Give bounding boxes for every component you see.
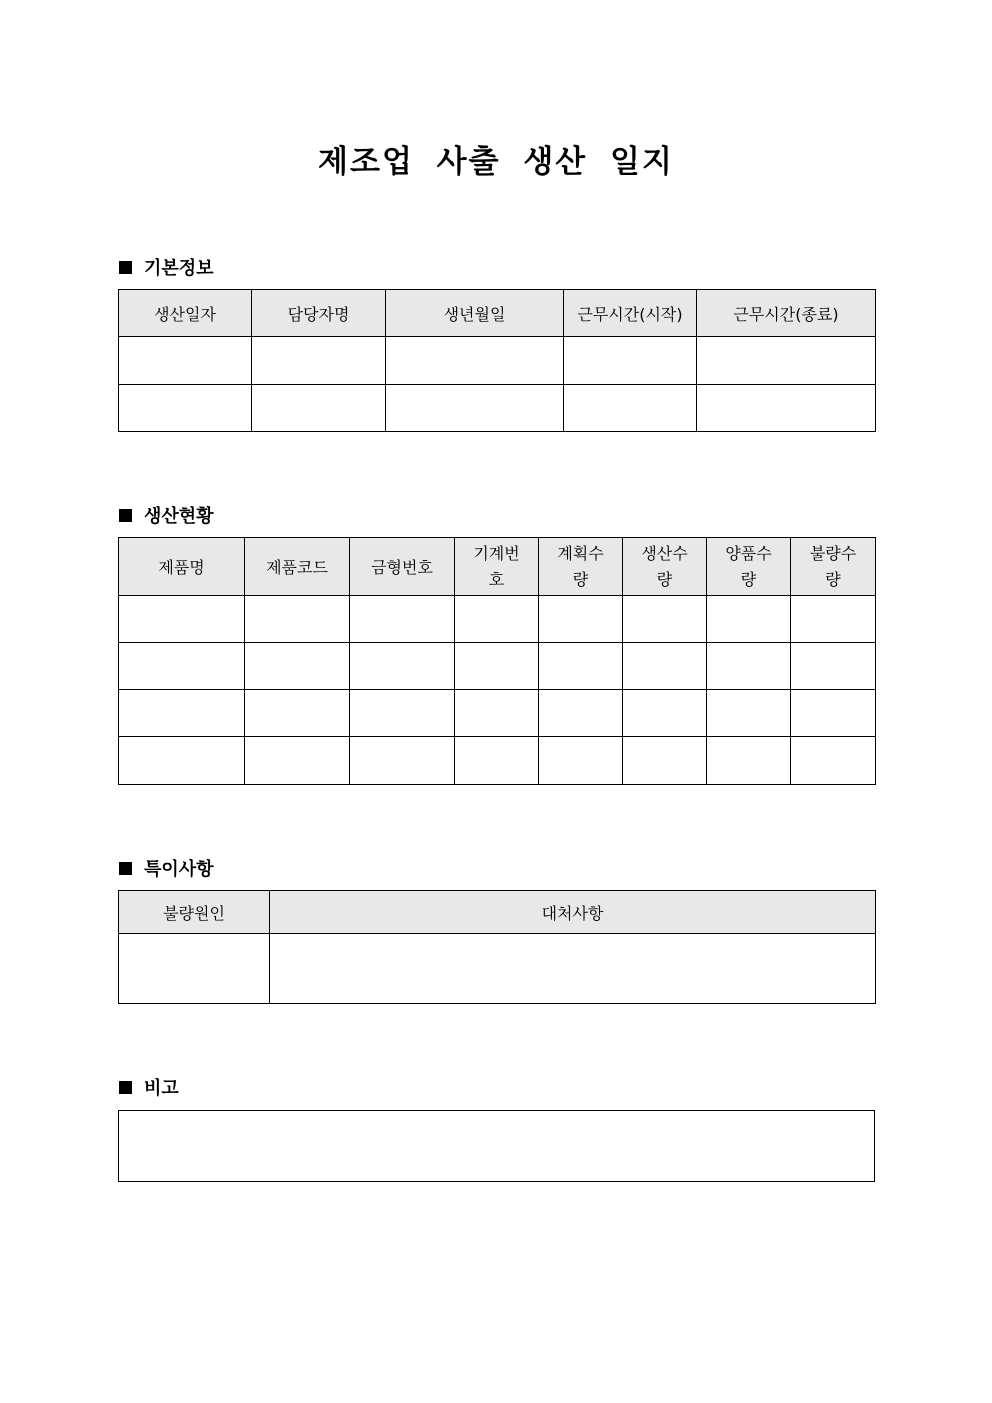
- square-bullet-icon: [119, 261, 132, 274]
- remarks-heading-label: 비고: [144, 1078, 179, 1099]
- table-cell[interactable]: [119, 337, 252, 385]
- table-cell[interactable]: [252, 337, 386, 385]
- special-table: [118, 890, 876, 1004]
- column-header: 근무시간(종료): [697, 290, 876, 337]
- basic-info-heading: [119, 254, 214, 280]
- table-cell[interactable]: [386, 337, 564, 385]
- column-header: 양품수량: [707, 538, 791, 596]
- column-header: 생산일자: [119, 290, 252, 337]
- table-row: [119, 737, 876, 785]
- table-row: [119, 337, 876, 385]
- table-cell[interactable]: [697, 337, 876, 385]
- table-cell[interactable]: [707, 690, 791, 737]
- column-header: 불량수량: [791, 538, 876, 596]
- table-cell[interactable]: [564, 385, 697, 432]
- table-cell[interactable]: [539, 596, 623, 643]
- table-cell[interactable]: [455, 690, 539, 737]
- table-cell[interactable]: [623, 643, 707, 690]
- table-cell[interactable]: [707, 596, 791, 643]
- table-cell[interactable]: [623, 690, 707, 737]
- table-cell[interactable]: [245, 643, 350, 690]
- remarks-heading: [119, 1074, 179, 1100]
- table-cell[interactable]: [386, 385, 564, 432]
- column-header: 제품명: [119, 538, 245, 596]
- table-cell[interactable]: [119, 643, 245, 690]
- table-row: [119, 596, 876, 643]
- column-header: 금형번호: [350, 538, 455, 596]
- table-cell[interactable]: [252, 385, 386, 432]
- column-header: 생년월일: [386, 290, 564, 337]
- table-cell[interactable]: [455, 737, 539, 785]
- column-header: 기계번호: [455, 538, 539, 596]
- table-row: [119, 690, 876, 737]
- table-cell[interactable]: [350, 690, 455, 737]
- table-cell[interactable]: [539, 737, 623, 785]
- column-header: 불량원인: [119, 891, 270, 934]
- table-cell[interactable]: [623, 737, 707, 785]
- table-cell[interactable]: [623, 596, 707, 643]
- table-cell[interactable]: [119, 934, 270, 1004]
- table-header-row: [119, 290, 876, 337]
- column-header: 근무시간(시작): [564, 290, 697, 337]
- square-bullet-icon: [119, 509, 132, 522]
- production-heading-label: 생산현황: [144, 506, 214, 527]
- table-cell[interactable]: [270, 934, 876, 1004]
- table-cell[interactable]: [455, 643, 539, 690]
- square-bullet-icon: [119, 862, 132, 875]
- production-table: [118, 537, 876, 785]
- table-cell[interactable]: [245, 737, 350, 785]
- column-header: 대처사항: [270, 891, 876, 934]
- table-cell[interactable]: [697, 385, 876, 432]
- table-cell[interactable]: [119, 385, 252, 432]
- table-cell[interactable]: [791, 737, 876, 785]
- table-row: [119, 643, 876, 690]
- table-row: [119, 385, 876, 432]
- table-cell[interactable]: [707, 643, 791, 690]
- table-row: [119, 934, 876, 1004]
- column-header: 생산수량: [623, 538, 707, 596]
- table-cell[interactable]: [791, 690, 876, 737]
- table-cell[interactable]: [791, 643, 876, 690]
- table-cell[interactable]: [119, 737, 245, 785]
- remarks-box[interactable]: [118, 1110, 875, 1182]
- table-cell[interactable]: [119, 596, 245, 643]
- table-cell[interactable]: [539, 690, 623, 737]
- table-header-row: [119, 538, 876, 596]
- table-cell[interactable]: [791, 596, 876, 643]
- table-cell[interactable]: [539, 643, 623, 690]
- square-bullet-icon: [119, 1081, 132, 1094]
- table-cell[interactable]: [350, 596, 455, 643]
- table-header-row: [119, 891, 876, 934]
- column-header: 제품코드: [245, 538, 350, 596]
- special-heading: [119, 855, 214, 881]
- special-heading-label: 특이사항: [144, 859, 214, 880]
- table-cell[interactable]: [455, 596, 539, 643]
- basic-info-heading-label: 기본정보: [144, 258, 214, 279]
- table-cell[interactable]: [707, 737, 791, 785]
- table-cell[interactable]: [350, 737, 455, 785]
- basic-info-table: [118, 289, 876, 432]
- table-cell[interactable]: [564, 337, 697, 385]
- production-heading: [119, 502, 214, 528]
- document-title: 제조업 사출 생산 일지: [318, 144, 674, 180]
- column-header: 계획수량: [539, 538, 623, 596]
- column-header: 담당자명: [252, 290, 386, 337]
- table-cell[interactable]: [119, 690, 245, 737]
- table-cell[interactable]: [245, 596, 350, 643]
- table-cell[interactable]: [245, 690, 350, 737]
- table-cell[interactable]: [350, 643, 455, 690]
